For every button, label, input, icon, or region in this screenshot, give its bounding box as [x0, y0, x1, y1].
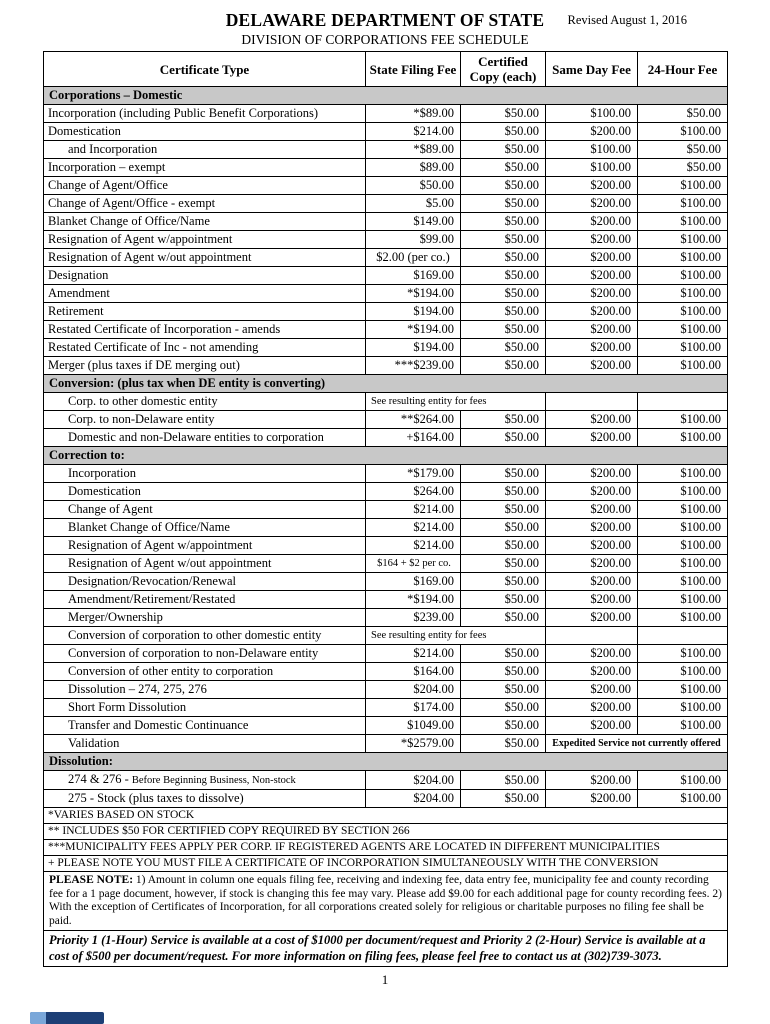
twenty-four-hour-fee-cell: $100.00 [638, 429, 728, 447]
certificate-type-cell: Amendment [44, 285, 366, 303]
state-filing-fee-cell: $214.00 [366, 645, 461, 663]
certificate-type-cell: Blanket Change of Office/Name [44, 213, 366, 231]
certificate-type-cell: Restated Certificate of Incorporation - amends [44, 321, 366, 339]
footnote-text: ** INCLUDES $50 FOR CERTIFIED COPY REQUIRED BY SECTION 266 [44, 824, 728, 840]
same-day-fee-cell: $200.00 [546, 609, 638, 627]
same-day-fee-cell: $200.00 [546, 177, 638, 195]
state-filing-fee-cell: $149.00 [366, 213, 461, 231]
same-day-fee-cell: $200.00 [546, 195, 638, 213]
certificate-type-cell: Resignation of Agent w/appointment [44, 537, 366, 555]
certified-copy-fee-cell: $50.00 [461, 267, 546, 285]
state-filing-fee-cell: $204.00 [366, 681, 461, 699]
certified-copy-fee-cell: $50.00 [461, 519, 546, 537]
state-filing-fee-cell: *$194.00 [366, 285, 461, 303]
twenty-four-hour-fee-cell: $100.00 [638, 267, 728, 285]
fee-row [44, 141, 728, 159]
fee-row [44, 267, 728, 285]
footnote-row [44, 824, 728, 840]
twenty-four-hour-fee-cell: $100.00 [638, 213, 728, 231]
state-filing-fee-cell: $2.00 (per co.) [366, 249, 461, 267]
fee-row [44, 609, 728, 627]
certificate-type-cell: Designation [44, 267, 366, 285]
same-day-fee-cell: $200.00 [546, 663, 638, 681]
certificate-type-cell: Change of Agent/Office - exempt [44, 195, 366, 213]
state-filing-fee-cell: $204.00 [366, 771, 461, 790]
certified-copy-fee-cell: $50.00 [461, 195, 546, 213]
state-filing-fee-cell: $50.00 [366, 177, 461, 195]
certificate-type-cell: and Incorporation [44, 141, 366, 159]
section-label: Correction to: [44, 447, 728, 465]
footnote-row [44, 931, 728, 967]
footnote-row [44, 808, 728, 824]
same-day-fee-cell: $200.00 [546, 285, 638, 303]
certificate-type-cell: Conversion of corporation to non-Delaware entity [44, 645, 366, 663]
same-day-fee-cell: $100.00 [546, 159, 638, 177]
certificate-type-cell: Corp. to non-Delaware entity [44, 411, 366, 429]
same-day-fee-cell: $200.00 [546, 681, 638, 699]
footnote-text: + PLEASE NOTE YOU MUST FILE A CERTIFICATE OF INCORPORATION SIMULTANEOUSLY WITH THE CONVERSION [44, 856, 728, 872]
state-filing-fee-cell: $99.00 [366, 231, 461, 249]
table-header-row [44, 52, 728, 87]
twenty-four-hour-fee-cell: $100.00 [638, 357, 728, 375]
state-filing-fee-cell: *$179.00 [366, 465, 461, 483]
same-day-fee-cell: $200.00 [546, 771, 638, 790]
footnote-row [44, 856, 728, 872]
fee-row [44, 123, 728, 141]
fee-row [44, 790, 728, 808]
twenty-four-hour-fee-cell [638, 393, 728, 411]
certificate-type-cell: Transfer and Domestic Continuance [44, 717, 366, 735]
fee-row [44, 429, 728, 447]
fee-row [44, 231, 728, 249]
expedited-service-note-cell: Expedited Service not currently offered [546, 735, 728, 753]
certificate-type-cell: Merger (plus taxes if DE merging out) [44, 357, 366, 375]
same-day-fee-cell: $200.00 [546, 717, 638, 735]
certified-copy-fee-cell: $50.00 [461, 159, 546, 177]
certificate-type-cell: Conversion of other entity to corporation [44, 663, 366, 681]
same-day-fee-cell: $200.00 [546, 591, 638, 609]
certified-copy-fee-cell: $50.00 [461, 663, 546, 681]
certified-copy-fee-cell: $50.00 [461, 537, 546, 555]
certified-copy-fee-cell: $50.00 [461, 790, 546, 808]
twenty-four-hour-fee-cell: $100.00 [638, 771, 728, 790]
twenty-four-hour-fee-cell: $100.00 [638, 573, 728, 591]
same-day-fee-cell: $200.00 [546, 123, 638, 141]
certified-copy-fee-cell: $50.00 [461, 249, 546, 267]
page-number: 1 [381, 972, 389, 987]
state-filing-fee-cell: *$89.00 [366, 141, 461, 159]
certified-copy-fee-cell: $50.00 [461, 465, 546, 483]
fee-row [44, 357, 728, 375]
fee-row [44, 285, 728, 303]
certificate-type-cell: Incorporation (including Public Benefit Corporations) [44, 105, 366, 123]
fee-row [44, 465, 728, 483]
col-header-same-day-fee: Same Day Fee [546, 52, 638, 87]
twenty-four-hour-fee-cell: $100.00 [638, 591, 728, 609]
twenty-four-hour-fee-cell: $100.00 [638, 231, 728, 249]
footnote-text: ***MUNICIPALITY FEES APPLY PER CORP. IF REGISTERED AGENTS ARE LOCATED IN DIFFERENT MUNICIPALITIES [44, 840, 728, 856]
fee-row [44, 393, 728, 411]
same-day-fee-cell: $200.00 [546, 303, 638, 321]
certificate-type-cell: Domestication [44, 483, 366, 501]
certified-copy-fee-cell: $50.00 [461, 591, 546, 609]
same-day-fee-cell: $200.00 [546, 249, 638, 267]
section-header-row [44, 87, 728, 105]
same-day-fee-cell [546, 393, 638, 411]
footnote-row [44, 840, 728, 856]
fee-row [44, 249, 728, 267]
same-day-fee-cell: $200.00 [546, 699, 638, 717]
state-filing-fee-cell: *$2579.00 [366, 735, 461, 753]
certified-copy-fee-cell: $50.00 [461, 177, 546, 195]
same-day-fee-cell: $200.00 [546, 465, 638, 483]
same-day-fee-cell: $100.00 [546, 105, 638, 123]
col-header-state-filing-fee: State Filing Fee [366, 52, 461, 87]
fee-row [44, 411, 728, 429]
same-day-fee-cell: $200.00 [546, 519, 638, 537]
certificate-type-cell: Domestic and non-Delaware entities to corporation [44, 429, 366, 447]
revised-date: Revised August 1, 2016 [567, 13, 687, 27]
certified-copy-fee-cell: $50.00 [461, 501, 546, 519]
certified-copy-fee-cell: $50.00 [461, 357, 546, 375]
state-filing-fee-cell: $214.00 [366, 519, 461, 537]
twenty-four-hour-fee-cell: $100.00 [638, 699, 728, 717]
state-filing-fee-cell: $1049.00 [366, 717, 461, 735]
state-filing-fee-cell: ***$239.00 [366, 357, 461, 375]
same-day-fee-cell: $200.00 [546, 573, 638, 591]
state-filing-fee-cell: $164.00 [366, 663, 461, 681]
section-header-row [44, 375, 728, 393]
certified-copy-fee-cell: $50.00 [461, 285, 546, 303]
certificate-type-cell: Short Form Dissolution [44, 699, 366, 717]
twenty-four-hour-fee-cell: $50.00 [638, 105, 728, 123]
same-day-fee-cell: $100.00 [546, 141, 638, 159]
state-filing-fee-cell: *$89.00 [366, 105, 461, 123]
twenty-four-hour-fee-cell: $100.00 [638, 501, 728, 519]
certified-copy-fee-cell: $50.00 [461, 411, 546, 429]
fee-row [44, 645, 728, 663]
section-label: Conversion: (plus tax when DE entity is converting) [44, 375, 728, 393]
same-day-fee-cell: $200.00 [546, 537, 638, 555]
same-day-fee-cell: $200.00 [546, 645, 638, 663]
certificate-type-cell: Conversion of corporation to other domestic entity [44, 627, 366, 645]
twenty-four-hour-fee-cell: $100.00 [638, 411, 728, 429]
fee-row [44, 483, 728, 501]
same-day-fee-cell: $200.00 [546, 213, 638, 231]
fee-row [44, 537, 728, 555]
certified-copy-fee-cell: $50.00 [461, 213, 546, 231]
same-day-fee-cell: $200.00 [546, 429, 638, 447]
fee-row [44, 771, 728, 790]
state-filing-fee-cell: **$264.00 [366, 411, 461, 429]
certificate-type-cell: Amendment/Retirement/Restated [44, 591, 366, 609]
col-header-certificate-type: Certificate Type [44, 52, 366, 87]
fee-row [44, 159, 728, 177]
state-filing-fee-cell: *$194.00 [366, 321, 461, 339]
footnote-text: *VARIES BASED ON STOCK [44, 808, 728, 824]
section-label: Corporations – Domestic [44, 87, 728, 105]
certificate-type-cell: Restated Certificate of Inc - not amending [44, 339, 366, 357]
footnote-row [44, 872, 728, 931]
fee-row [44, 627, 728, 645]
certificate-type-small-text: Before Beginning Business, Non-stock [131, 775, 296, 786]
certificate-type-cell: Retirement [44, 303, 366, 321]
same-day-fee-cell: $200.00 [546, 231, 638, 249]
certified-copy-fee-cell: $50.00 [461, 105, 546, 123]
certified-copy-fee-cell: $50.00 [461, 141, 546, 159]
fee-row [44, 195, 728, 213]
state-filing-fee-cell: +$164.00 [366, 429, 461, 447]
certified-copy-fee-cell: $50.00 [461, 735, 546, 753]
same-day-fee-cell: $200.00 [546, 339, 638, 357]
same-day-fee-cell: $200.00 [546, 790, 638, 808]
certificate-type-cell: Incorporation [44, 465, 366, 483]
twenty-four-hour-fee-cell: $100.00 [638, 321, 728, 339]
certificate-type-cell: Dissolution – 274, 275, 276 [44, 681, 366, 699]
certified-copy-fee-cell: $50.00 [461, 303, 546, 321]
certified-copy-fee-cell: $50.00 [461, 699, 546, 717]
state-filing-fee-cell: $169.00 [366, 573, 461, 591]
document-title: DELAWARE DEPARTMENT OF STATE [225, 10, 545, 30]
twenty-four-hour-fee-cell: $100.00 [638, 790, 728, 808]
fee-row [44, 735, 728, 753]
section-header-row [44, 753, 728, 771]
fee-row [44, 681, 728, 699]
col-header-certified-copy: Certified Copy (each) [461, 52, 546, 87]
fee-row [44, 303, 728, 321]
fee-row [44, 177, 728, 195]
fee-row [44, 699, 728, 717]
state-filing-fee-cell: $239.00 [366, 609, 461, 627]
same-day-fee-cell: $200.00 [546, 555, 638, 573]
priority-service-paragraph: Priority 1 (1-Hour) Service is available at a cost of $1000 per document/request and Priority 2 (2-Hour) Service is available at a cost of $500 per document/request. For more information on filing fees, please feel free to contact us at (302)739-3073. [44, 931, 728, 967]
state-filing-fee-cell: $214.00 [366, 501, 461, 519]
certified-copy-fee-cell: $50.00 [461, 429, 546, 447]
certified-copy-fee-cell: $50.00 [461, 123, 546, 141]
certified-copy-fee-cell: $50.00 [461, 681, 546, 699]
certificate-type-cell: Resignation of Agent w/out appointment [44, 249, 366, 267]
fee-schedule-table [43, 51, 728, 967]
state-filing-fee-cell: *$194.00 [366, 591, 461, 609]
section-label: Dissolution: [44, 753, 728, 771]
twenty-four-hour-fee-cell: $100.00 [638, 123, 728, 141]
twenty-four-hour-fee-cell: $100.00 [638, 717, 728, 735]
twenty-four-hour-fee-cell: $100.00 [638, 249, 728, 267]
certified-copy-fee-cell: $50.00 [461, 645, 546, 663]
state-filing-fee-cell: $174.00 [366, 699, 461, 717]
same-day-fee-cell: $200.00 [546, 411, 638, 429]
same-day-fee-cell: $200.00 [546, 483, 638, 501]
col-header-24-hour-fee: 24-Hour Fee [638, 52, 728, 87]
state-filing-fee-cell: $89.00 [366, 159, 461, 177]
twenty-four-hour-fee-cell: $50.00 [638, 141, 728, 159]
fee-row [44, 213, 728, 231]
twenty-four-hour-fee-cell: $100.00 [638, 177, 728, 195]
bottom-blue-bar [30, 1012, 104, 1024]
resulting-entity-note-cell: See resulting entity for fees [366, 393, 546, 411]
please-note-paragraph: PLEASE NOTE: 1) Amount in column one equals filing fee, receiving and indexing fee, data entry fee, municipality fee and county recording fee for a 1 page document, however, if stock is changing this fee may vary. Please add $9.00 for each additional page for county recording fees. 2) With the exception of Certificates of Incorporation, for all corporations created solely for religious or charitable purposes no filing fee shall be paid. [44, 872, 728, 931]
state-filing-fee-cell: $5.00 [366, 195, 461, 213]
certificate-type-cell: Blanket Change of Office/Name [44, 519, 366, 537]
fee-row [44, 321, 728, 339]
state-filing-fee-cell: $164 + $2 per co. [366, 555, 461, 573]
same-day-fee-cell [546, 627, 638, 645]
certified-copy-fee-cell: $50.00 [461, 339, 546, 357]
twenty-four-hour-fee-cell: $100.00 [638, 483, 728, 501]
state-filing-fee-cell: $214.00 [366, 123, 461, 141]
twenty-four-hour-fee-cell: $100.00 [638, 465, 728, 483]
certificate-type-cell: Corp. to other domestic entity [44, 393, 366, 411]
document-header [43, 10, 727, 48]
section-header-row [44, 447, 728, 465]
state-filing-fee-cell: $169.00 [366, 267, 461, 285]
fee-row [44, 573, 728, 591]
certified-copy-fee-cell: $50.00 [461, 771, 546, 790]
state-filing-fee-cell: $194.00 [366, 339, 461, 357]
twenty-four-hour-fee-cell: $50.00 [638, 159, 728, 177]
certificate-type-cell: Designation/Revocation/Renewal [44, 573, 366, 591]
twenty-four-hour-fee-cell: $100.00 [638, 663, 728, 681]
certificate-type-cell: Validation [44, 735, 366, 753]
certified-copy-fee-cell: $50.00 [461, 321, 546, 339]
certificate-type-cell: Change of Agent/Office [44, 177, 366, 195]
certificate-type-cell: Resignation of Agent w/out appointment [44, 555, 366, 573]
twenty-four-hour-fee-cell [638, 627, 728, 645]
certificate-type-cell: Incorporation – exempt [44, 159, 366, 177]
state-filing-fee-cell: $194.00 [366, 303, 461, 321]
twenty-four-hour-fee-cell: $100.00 [638, 285, 728, 303]
fee-row [44, 501, 728, 519]
same-day-fee-cell: $200.00 [546, 321, 638, 339]
certificate-type-cell: Change of Agent [44, 501, 366, 519]
fee-row [44, 591, 728, 609]
state-filing-fee-cell: $214.00 [366, 537, 461, 555]
twenty-four-hour-fee-cell: $100.00 [638, 609, 728, 627]
same-day-fee-cell: $200.00 [546, 357, 638, 375]
certificate-type-cell: Resignation of Agent w/appointment [44, 231, 366, 249]
twenty-four-hour-fee-cell: $100.00 [638, 339, 728, 357]
fee-row [44, 663, 728, 681]
certified-copy-fee-cell: $50.00 [461, 573, 546, 591]
twenty-four-hour-fee-cell: $100.00 [638, 195, 728, 213]
state-filing-fee-cell: $264.00 [366, 483, 461, 501]
same-day-fee-cell: $200.00 [546, 501, 638, 519]
twenty-four-hour-fee-cell: $100.00 [638, 555, 728, 573]
certified-copy-fee-cell: $50.00 [461, 483, 546, 501]
certified-copy-fee-cell: $50.00 [461, 555, 546, 573]
twenty-four-hour-fee-cell: $100.00 [638, 645, 728, 663]
twenty-four-hour-fee-cell: $100.00 [638, 681, 728, 699]
resulting-entity-note-cell: See resulting entity for fees [366, 627, 546, 645]
certificate-type-cell: 274 & 276 - Before Beginning Business, Non-stock [44, 771, 366, 790]
certified-copy-fee-cell: $50.00 [461, 231, 546, 249]
fee-row [44, 519, 728, 537]
certificate-type-cell: 275 - Stock (plus taxes to dissolve) [44, 790, 366, 808]
fee-row [44, 105, 728, 123]
fee-table-body [44, 87, 728, 967]
twenty-four-hour-fee-cell: $100.00 [638, 519, 728, 537]
fee-row [44, 717, 728, 735]
certified-copy-fee-cell: $50.00 [461, 609, 546, 627]
certificate-type-cell: Merger/Ownership [44, 609, 366, 627]
fee-row [44, 339, 728, 357]
twenty-four-hour-fee-cell: $100.00 [638, 537, 728, 555]
same-day-fee-cell: $200.00 [546, 267, 638, 285]
fee-row [44, 555, 728, 573]
twenty-four-hour-fee-cell: $100.00 [638, 303, 728, 321]
title-line [43, 10, 727, 31]
state-filing-fee-cell: $204.00 [366, 790, 461, 808]
certificate-type-cell: Domestication [44, 123, 366, 141]
certified-copy-fee-cell: $50.00 [461, 717, 546, 735]
document-subtitle: DIVISION OF CORPORATIONS FEE SCHEDULE [241, 32, 529, 47]
please-note-lead: PLEASE NOTE: [49, 874, 134, 886]
